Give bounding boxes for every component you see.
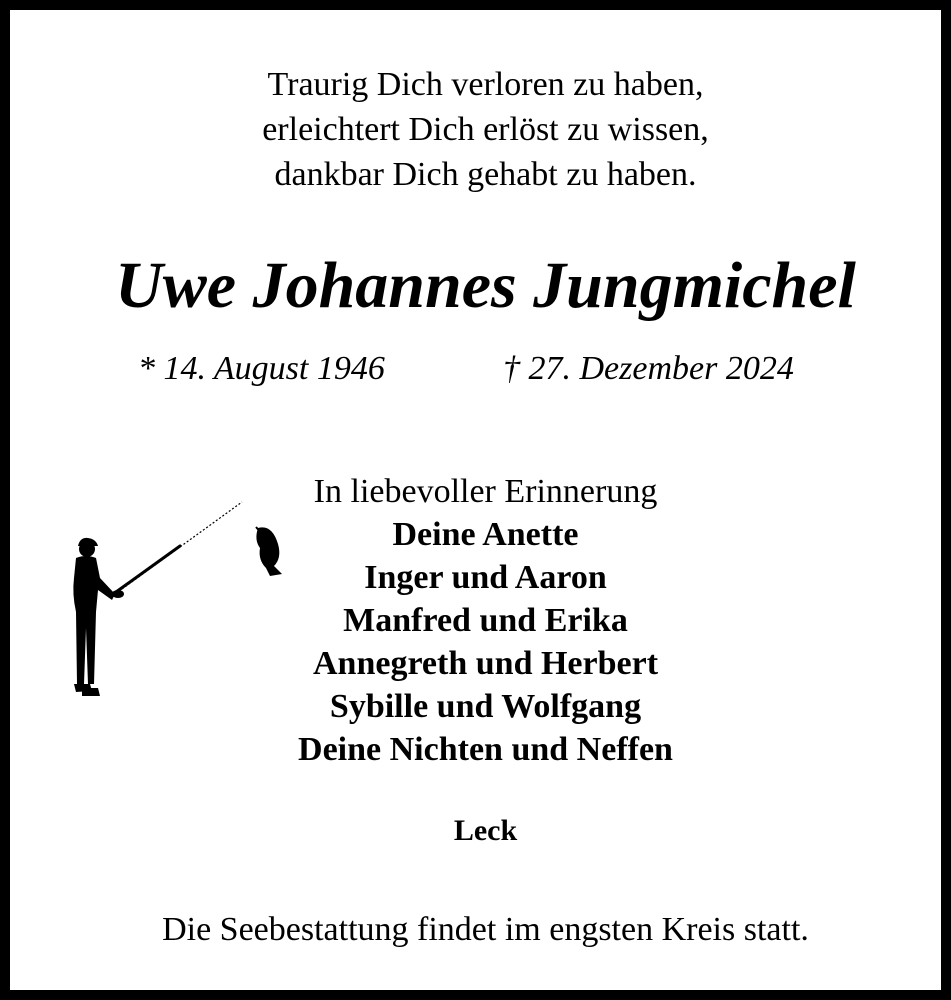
mourner-name: Manfred und Erika	[343, 602, 628, 639]
memory-intro: In liebevoller Erinnerung	[313, 473, 658, 510]
angler-legs	[76, 612, 96, 684]
verse-line: dankbar Dich gehabt zu haben.	[274, 156, 697, 193]
angler-cap	[78, 538, 98, 546]
mourner-name: Inger und Aaron	[364, 559, 607, 596]
verse-line: erleichtert Dich erlöst zu wissen,	[262, 111, 709, 148]
verse-line: Traurig Dich verloren zu haben,	[267, 66, 704, 103]
mourner-name: Deine Nichten und Neffen	[298, 731, 673, 768]
death-date: † 27. Dezember 2024	[503, 350, 794, 387]
fishing-rod	[116, 546, 180, 592]
birth-date: * 14. August 1946	[138, 350, 385, 387]
mourner-name: Sybille und Wolfgang	[329, 688, 642, 725]
burial-note: Die Seebestattung findet im engsten Kreis statt.	[162, 911, 809, 948]
mourner-name: Deine Anette	[392, 516, 579, 553]
angler-body	[73, 556, 115, 612]
angler-silhouette-icon	[60, 494, 300, 704]
mourner-name: Annegreth und Herbert	[312, 645, 659, 682]
place-name: Leck	[453, 814, 518, 847]
angler-hands	[112, 590, 124, 598]
fish-icon	[256, 527, 282, 576]
angler-shoe	[82, 688, 100, 696]
verse	[10, 62, 951, 197]
deceased-name: Uwe Johannes Jungmichel	[115, 249, 856, 322]
